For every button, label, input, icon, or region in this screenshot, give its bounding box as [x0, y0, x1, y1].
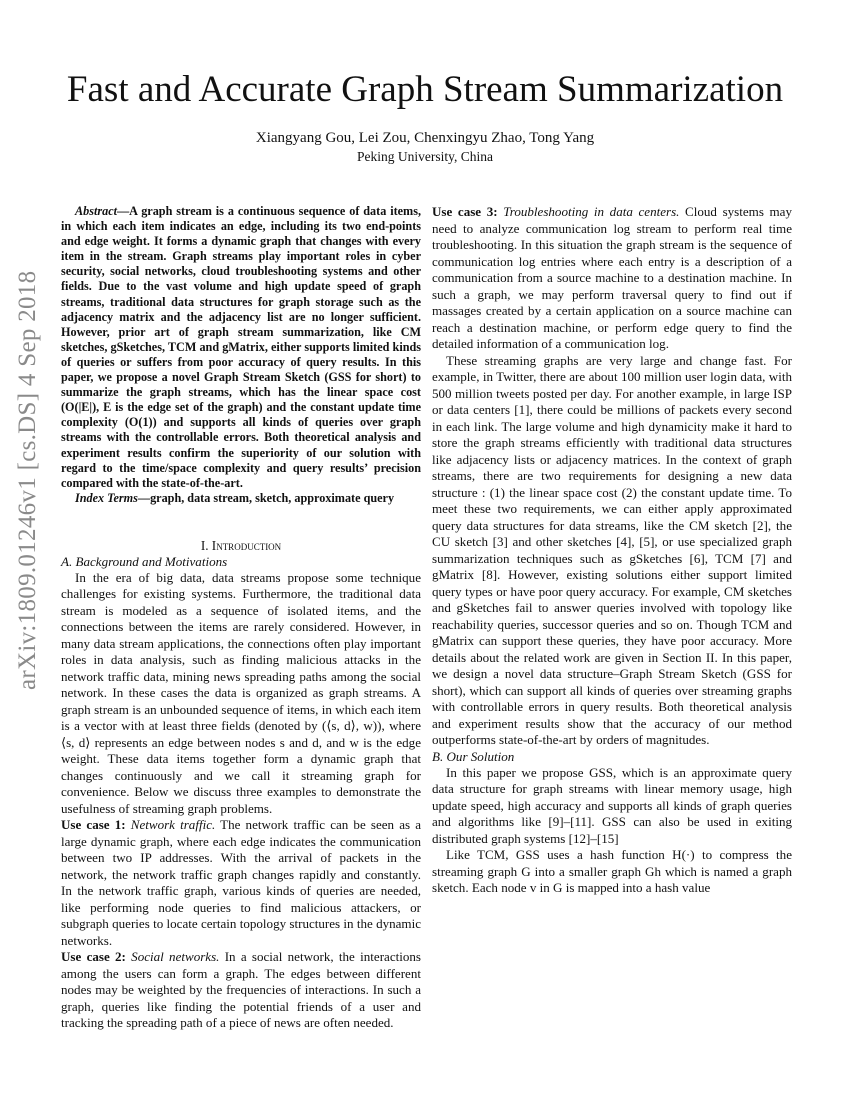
- index-terms-lead: Index Terms: [75, 490, 138, 505]
- index-terms-body: —graph, data stream, sketch, approximate query: [137, 490, 395, 505]
- use-case-1-title: Network traffic.: [130, 817, 216, 833]
- use-case-2-label: Use case 2:: [61, 949, 126, 965]
- paragraph-background: In the era of big data, data streams propose some technique challenges for existing systems. Furthermore, the traditional data stream is modeled as a sequence of isolated items, and the connections between the items are rarely considered. However, in many data stream applications, the connections often play important roles in data analysis, such as finding malicious attacks in the network traffic data, mining news spreading paths among the social network. In these cases the data is organized as graph streams. A graph stream is an unbounded sequence of items, in which each item is a vector with at least three fields (denoted by (⟨s, d⟩, w)), where ⟨s, d⟩ represents an edge between nodes s and d, and w is the edge weight. These data items together form a dynamic graph that changes continuously and we call it streaming graph for convenience. Below we discuss three examples to demonstrate the usefulness of streaming graph problems.: [61, 569, 421, 816]
- abstract-lead: Abstract: [75, 204, 117, 218]
- use-case-3-label: Use case 3:: [432, 204, 498, 219]
- use-case-3-body: Cloud systems may need to analyze communication log stream to perform real time troubleshooting. In this situation the graph stream is the sequence of communication log entries where each entry is a description of a communication from a source machine to a destination machine. In such a graph, we may perform traversal query to find out if massages created by a certain application on a source machine can reach a destination machine, or perform edge query to find the detailed information of a communication log.: [432, 204, 792, 351]
- paragraph-requirements: These streaming graphs are very large and change fast. For example, in Twitter, there are about 100 million user login data, with 500 million tweets posted per day. For another example, in large ISP or data centers [1], there could be millions of packets every second in each link. The large volume and high dynamicity make it hard to store the graph streams efficiently with traditional data structures like adjacency lists or adjacency matrices. In the context of graph streams, there are two requirements for designing a new data structure : (1) the linear space cost (2) the constant update time. To meet these two requirements, we can either apply approximated query data structures for data streams, like the CM sketch [2], the CU sketch [3] and other sketches [4], [5], or use specialized graph summarization techniques such as gSketches [6], TCM [7] and gMatrix [8]. However, existing solutions either support limited query types or have poor query accuracy. For example, CM sketches and gSketches fail to answer queries involved with topology like reachability queries, successor queries and so on. Though TCM and gMatrix can support these queries, they have poor accuracy. More details about the related work are given in Section II. In this paper, we design a novel data structure–Graph Stream Sketch (GSS for short), which can support all kinds of queries over streaming graphs with controllable errors in query results. Both theoretical analysis and experiment results show that the accuracy of our method outperforms state-of-the-art by orders of magnitudes.: [432, 352, 792, 747]
- abstract: [61, 204, 421, 491]
- use-case-2-title: Social networks.: [131, 949, 220, 965]
- left-column: [61, 204, 421, 1032]
- use-case-1-label: Use case 1:: [61, 817, 126, 833]
- use-case-1-body: The network traffic can be seen as a large dynamic graph, where each edge indicates the communication between two IP addresses. With the arrival of packets in the network, the network traffic graph changes rapidly and constantly. In the network traffic graph, various kinds of queries are needed, like performing node queries to find malicious attackers, or subgraph queries to locate certain topology structures in the dynamic networks.: [61, 817, 421, 948]
- use-case-2: [61, 949, 421, 1032]
- use-case-2-body: In a social network, the interactions among the users can form a graph. The edges between different nodes may be weighted by the frequencies of interactions. In such a graph, queries like finding the potential friends of a user and tracking the spreading path of a piece of news are often needed.: [61, 949, 421, 1031]
- arxiv-stamp: arXiv:1809.01246v1 [cs.DS] 4 Sep 2018: [14, 270, 41, 690]
- abstract-body: —A graph stream is a continuous sequence of data items, in which each item indicates an edge, including its two end-points and edge weight. It forms a dynamic graph that changes with every item in the stream. Graph streams play important roles in cyber security, social networks, cloud troubleshooting systems and other fields. Due to the vast volume and high update speed of graph streams, traditional data structures for graph storage such as the adjacency matrix and the adjacency list are no longer sufficient. However, prior art of graph stream summarization, like CM sketches, gSketches, TCM and gMatrix, either supports limited kinds of queries or suffers from poor accuracy of query results. In this paper, we propose a novel Graph Stream Sketch (GSS for short) to summarize the graph streams, which has the linear space cost (O(|E|), E is the edge set of the graph) and the constant update time complexity (O(1)) and supports all kinds of queries over graph streams with the controllable errors. Both theoretical analysis and experiment results confirm the superiority of our solution with regard to the time/space complexity and query results’ precision compared with the state-of-the-art.: [61, 204, 421, 490]
- paragraph-gss-hash: Like TCM, GSS uses a hash function H(·) to compress the streaming graph G into a smaller graph Gh which is named a graph sketch. Each node v in G is mapped into a hash value: [432, 847, 792, 895]
- paragraph-gss-intro: In this paper we propose GSS, which is an approximate query data structure for graph streams with linear memory usage, high update speed, high accuracy and supports all kinds of graph queries and algorithms like [9]–[11]. GSS can also be used in exiting distributed graph systems [12]–[15]: [432, 764, 792, 846]
- use-case-1: [61, 817, 421, 949]
- subsection-heading-our-solution: B. Our Solution: [432, 748, 515, 764]
- index-terms: [61, 491, 421, 506]
- right-column: [432, 204, 792, 897]
- use-case-3-title: Troubleshooting in data centers.: [503, 204, 680, 219]
- section-heading-introduction: I. Introduction: [200, 537, 282, 553]
- paper-title: Fast and Accurate Graph Stream Summarization: [66, 69, 784, 110]
- subsection-heading-background: A. Background and Motivations: [61, 553, 228, 569]
- use-case-3: [432, 204, 792, 353]
- authors: Xiangyang Gou, Lei Zou, Chenxingyu Zhao, Tong Yang: [255, 130, 595, 146]
- affiliation: Peking University, China: [357, 149, 493, 164]
